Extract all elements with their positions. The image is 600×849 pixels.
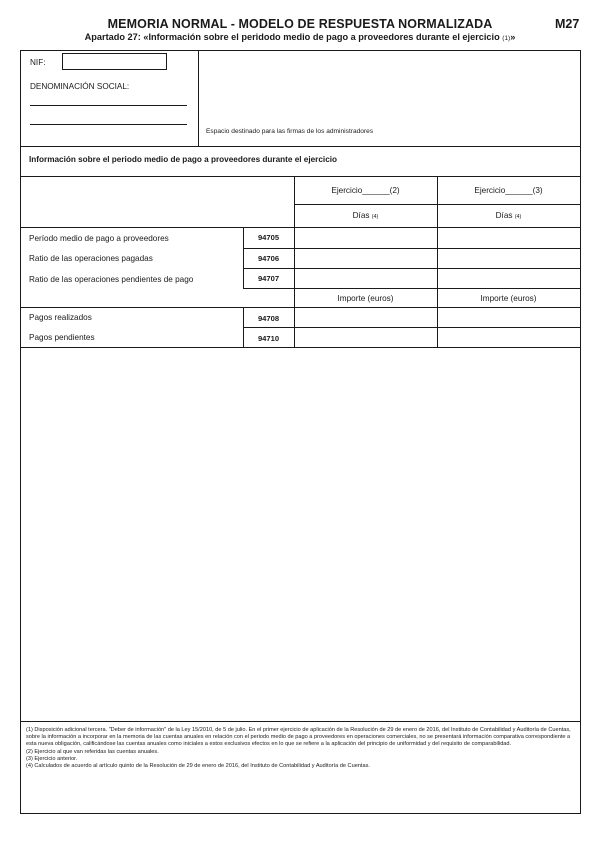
input-94710-actual[interactable] bbox=[295, 328, 437, 347]
input-94706-anterior[interactable] bbox=[438, 249, 580, 268]
col-divider-actual-header bbox=[294, 176, 295, 228]
form-code: M27 bbox=[555, 17, 580, 31]
subtitle-end: » bbox=[510, 32, 516, 42]
input-94708-anterior[interactable] bbox=[438, 308, 580, 327]
unit-days-anterior bbox=[437, 211, 580, 220]
id-bottom-line bbox=[20, 146, 581, 147]
col-ejercicio-actual: Ejercicio______(2) bbox=[331, 186, 400, 195]
input-94707-actual[interactable] bbox=[295, 269, 437, 288]
input-94706-actual[interactable] bbox=[295, 249, 437, 268]
row-label-94706: Ratio de las operaciones pagadas bbox=[29, 254, 153, 263]
row-code-94705: 94705 bbox=[257, 233, 280, 242]
footnote-2: (2) Ejercicio al que van referidas las cuentas anuales. bbox=[26, 748, 159, 755]
input-94705-actual[interactable] bbox=[295, 228, 437, 248]
input-94710-anterior[interactable] bbox=[438, 328, 580, 347]
unit-days-actual bbox=[294, 211, 437, 220]
footnote-3: (3) Ejercicio anterior. bbox=[26, 755, 78, 762]
row-label-94708: Pagos realizados bbox=[29, 313, 92, 322]
subtitle-text: Apartado 27: «Información sobre el peridodo medio de pago a proveedores durante el ejercicio bbox=[84, 32, 500, 42]
unit-amount-actual: Importe (euros) bbox=[337, 294, 394, 303]
input-94707-anterior[interactable] bbox=[438, 269, 580, 288]
section-title: Información sobre el periodo medio de pago a proveedores durante el ejercicio bbox=[29, 155, 338, 164]
row-code-94708: 94708 bbox=[257, 314, 280, 323]
form-title: MEMORIA NORMAL - MODELO DE RESPUESTA NORMALIZADA bbox=[107, 17, 493, 31]
col-ejercicio-anterior: Ejercicio______(3) bbox=[474, 186, 543, 195]
unit-days-anterior-text: Días bbox=[495, 211, 513, 220]
denominacion-line-2[interactable] bbox=[30, 124, 187, 125]
denominacion-line-1[interactable] bbox=[30, 105, 187, 106]
row-code-94707: 94707 bbox=[257, 274, 280, 283]
signatures-label: Espacio destinado para las firmas de los administradores bbox=[206, 128, 374, 135]
id-divider bbox=[198, 50, 199, 146]
nif-input[interactable] bbox=[62, 53, 167, 70]
free-text-area[interactable] bbox=[21, 348, 580, 721]
subtitle-note: (1) bbox=[502, 35, 511, 42]
row-label-94707: Ratio de las operaciones pendientes de pago bbox=[29, 275, 194, 284]
input-94705-anterior[interactable] bbox=[438, 228, 580, 248]
row-code-94710: 94710 bbox=[257, 334, 280, 343]
input-94708-actual[interactable] bbox=[295, 308, 437, 327]
row-code-94706: 94706 bbox=[257, 254, 280, 263]
col-divider-anterior-header bbox=[437, 176, 438, 228]
denominacion-label: DENOMINACIÓN SOCIAL: bbox=[30, 82, 130, 91]
nif-label: NIF: bbox=[30, 58, 46, 67]
unit-days-actual-text: Días bbox=[352, 211, 370, 220]
form-subtitle bbox=[0, 32, 600, 42]
unit-days-anterior-note: (4) bbox=[514, 214, 522, 220]
row-label-94705: Período medio de pago a proveedores bbox=[29, 234, 169, 243]
footnote-separator bbox=[20, 721, 581, 722]
unit-days-actual-note: (4) bbox=[371, 214, 379, 220]
footnote-1: (1) Disposición adicional tercera. "Deber de información" de la Ley 15/2010, de 5 de julio. En el primer ejercicio de aplicación de la Resolución de 29 de enero de 2016, del Instituto de Contabilidad y Auditoría de Cuentas, sobre la información a incorporar en la memoria de las cuentas anuales en relación con el periodo medio de pago a proveedores en operaciones comerciales, no se presentará información comparativa correspondiente a esta nueva obligación, calificándose las cuentas anuales como iniciales a estos exclusivos efectos en lo que se refiere a la aplicación del principio de uniformidad y del requisito de comparabilidad. bbox=[26, 727, 571, 748]
footnotes bbox=[26, 727, 576, 770]
row-label-94710: Pagos pendientes bbox=[29, 333, 95, 342]
section-bottom-line bbox=[20, 176, 581, 177]
header-mid-line bbox=[294, 204, 581, 205]
footnote-4: (4) Calculados de acuerdo al artículo quinto de la Resolución de 29 de enero de 2016, del Instituto de Contabilidad y Auditoría de Cuentas. bbox=[26, 763, 370, 770]
unit-amount-anterior: Importe (euros) bbox=[480, 294, 537, 303]
